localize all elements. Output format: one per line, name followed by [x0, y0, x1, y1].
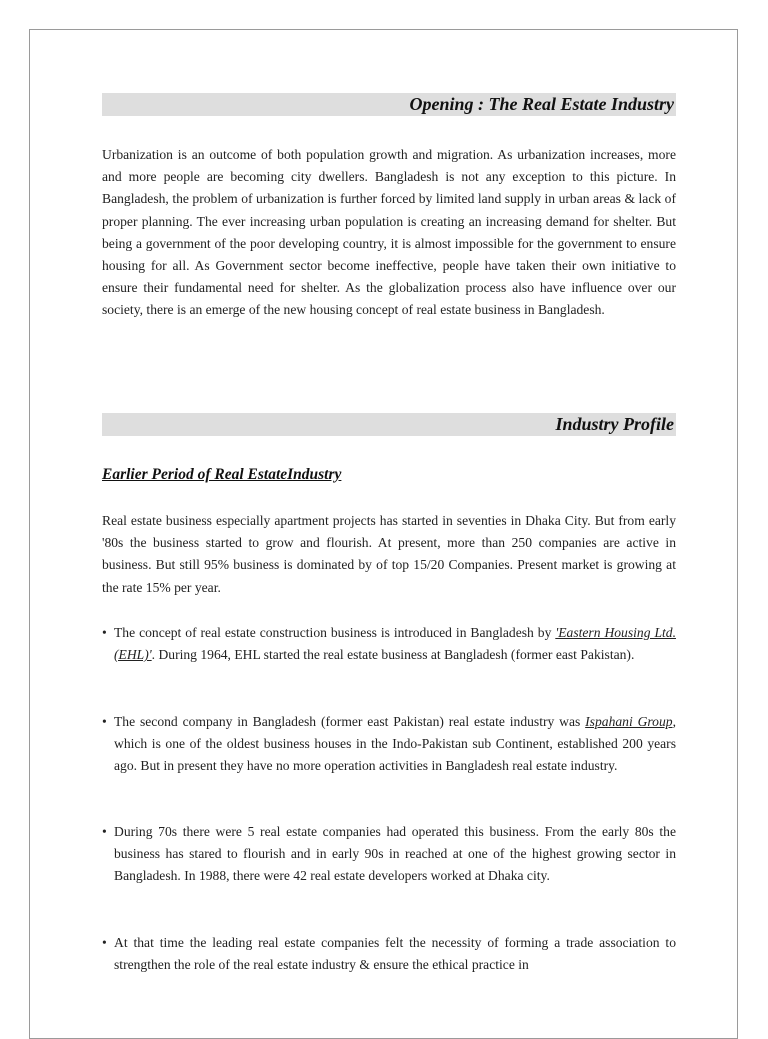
section-heading-opening — [102, 93, 676, 116]
profile-paragraph: Real estate business especially apartment projects has started in seventies in Dhaka City. But from early '80s the business started to grow and flourish. At present, more than 250 companies are active in business. But still 95% business is dominated by of top 15/20 Companies. Present market is growing at the rate 15% per year. — [102, 513, 676, 595]
list-item — [102, 711, 676, 778]
list-item-text: The concept of real estate construction business is introduced in Bangladesh by 'Eastern Housing Ltd.(EHL)'. During 1964, EHL started the real estate business at Bangladesh (former east Pakistan). — [114, 625, 676, 663]
list-item-text: At that time the leading real estate companies felt the necessity of forming a trade association to strengthen the role of the real estate industry & ensure the ethical practice in — [114, 935, 676, 973]
opening-paragraph: Urbanization is an outcome of both population growth and migration. As urbanization increases, more and more people are becoming city dwellers. Bangladesh is not any exception to this picture. In Bangladesh, the problem of urbanization is further forced by limited land supply in urban areas & lack of proper planning. The ever increasing urban population is creating an increasing demand for shelter. But being a government of the poor developing country, it is almost impossible for the government to ensure housing for all. As Government sector become ineffective, people have taken their own initiative to ensure their fundamental need for shelter. As the globalization process also have influence over our society, there is an emerge of the new housing concept of real estate business in Bangladesh. — [102, 147, 676, 318]
bullet-marker: • — [102, 625, 107, 640]
eastern-housing-link[interactable]: 'Eastern Housing Ltd.(EHL)' — [114, 625, 676, 663]
bullet-marker: • — [102, 824, 107, 839]
list-item-text: During 70s there were 5 real estate companies had operated this business. From the early 80s the business has stared to flourish and in early 90s in reached at one of the highest growing sector in Bangladesh. In 1988, there were 42 real estate developers worked at Dhaka city. — [114, 824, 676, 884]
bullet-marker: • — [102, 935, 107, 950]
section-heading-industry-profile — [102, 413, 676, 436]
section-title: Industry Profile — [555, 414, 674, 434]
ispahani-group-link[interactable]: Ispahani Group — [585, 714, 673, 729]
section-title: Opening : The Real Estate Industry — [409, 94, 674, 114]
subheading-earlier-period: Earlier Period of Real EstateIndustry — [102, 466, 342, 483]
list-item — [102, 932, 676, 976]
bullet-marker: • — [102, 714, 107, 729]
list-item — [102, 622, 676, 666]
list-item-text: The second company in Bangladesh (former east Pakistan) real estate industry was Ispahani Group, which is one of the oldest business houses in the Indo-Pakistan sub Continent, established 200 years ago. But in present they have no more operation activities in Bangladesh real estate industry. — [114, 714, 676, 774]
list-item — [102, 821, 676, 888]
